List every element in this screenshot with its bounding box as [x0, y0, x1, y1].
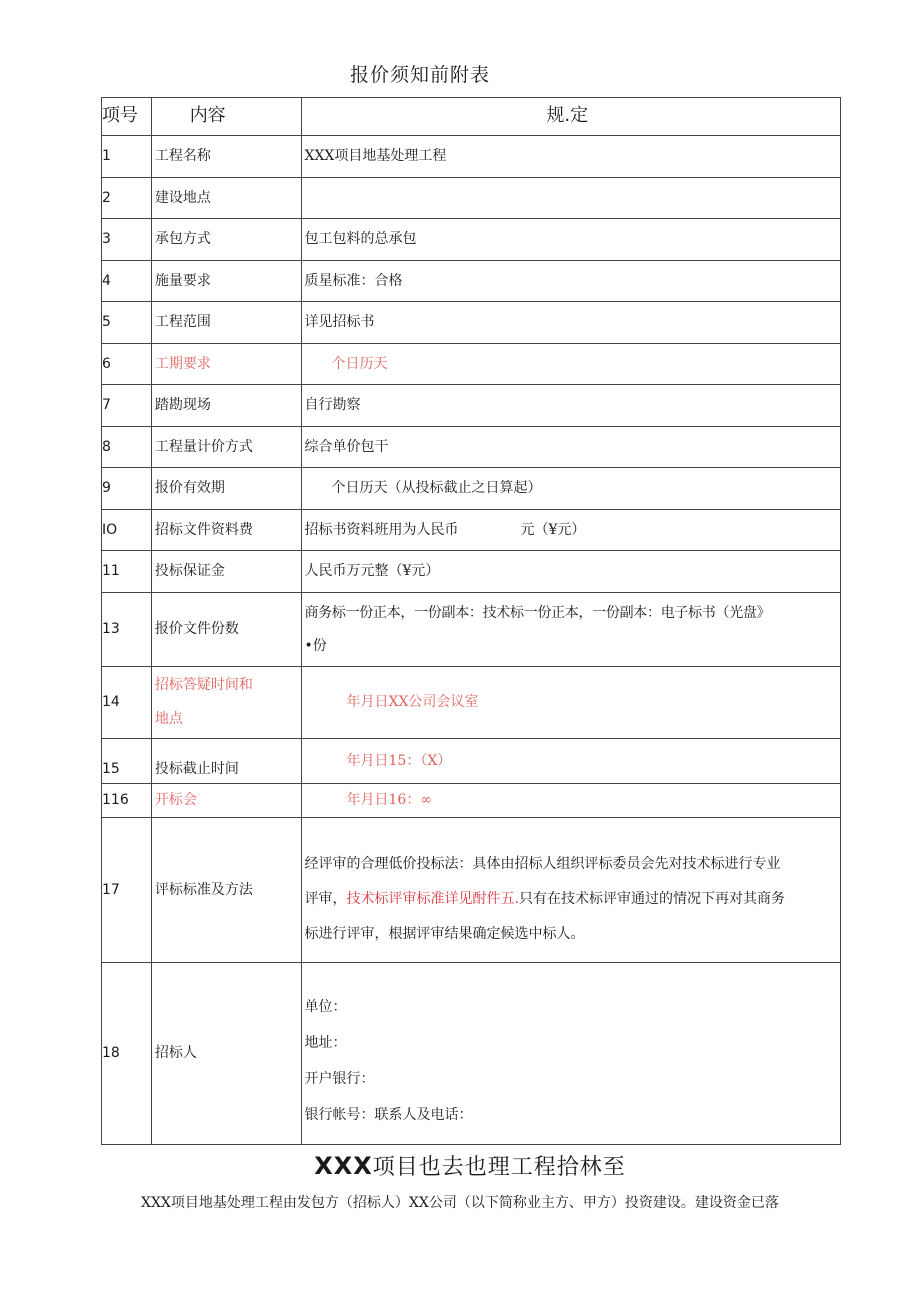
rule-line: 商务标一份正本，一份副本：技术标一份正本，一份副本：电子标书（光盘》	[304, 605, 771, 622]
row-item: 投标截止时间	[151, 739, 301, 784]
row-item: 建设地点	[151, 178, 301, 219]
bank-label: 开户银行：	[304, 1070, 375, 1087]
row-rule	[301, 593, 841, 667]
row-item: 踏勘现场	[151, 385, 301, 427]
row-number: 8	[102, 427, 152, 468]
row-rule: 详见招标书	[301, 302, 841, 344]
row-rule: 年月日16：∞	[301, 784, 841, 818]
row-rule: 综合单价包干	[301, 427, 841, 468]
row-rule	[301, 178, 841, 219]
section-heading	[0, 1150, 920, 1181]
document-title: 报价须知前附表	[349, 64, 490, 86]
row-number: IO	[102, 510, 152, 551]
row-item: 工程量计价方式	[151, 427, 301, 468]
row-number: 116	[102, 784, 152, 818]
row-rule: 包工包料的总承包	[301, 219, 841, 261]
row-item: 招标文件资料费	[151, 510, 301, 551]
rule-line: 只有在技术标评审通过的情况下再对其商务	[518, 890, 785, 907]
row-item	[151, 667, 301, 739]
row-item: 报价文件份数	[151, 593, 301, 667]
header-rule: 规.定	[301, 98, 841, 136]
header-content: 内容	[151, 98, 301, 136]
row-rule: 自行勘察	[301, 385, 841, 427]
row-number: 9	[102, 468, 152, 510]
unit-label: 单位：	[304, 998, 347, 1015]
row-number: 3	[102, 219, 152, 261]
table-header-row	[102, 98, 841, 136]
row-number: 15	[102, 739, 152, 784]
item-line: 招标答疑时间和	[154, 676, 253, 693]
rule-line: 评审，	[304, 890, 347, 907]
address-label: 地址：	[304, 1034, 347, 1051]
row-number: 7	[102, 385, 152, 427]
table-row	[102, 963, 841, 1145]
rule-line: 标进行评审，根据评审结果确定候选中标人。	[304, 925, 585, 942]
table-row	[102, 178, 841, 219]
row-rule	[301, 510, 841, 551]
body-paragraph: XXX项目地基处理工程由发包方（招标人）XX公司（以下简称业主方、甲方）投资建设。建设资金已落	[141, 1195, 779, 1211]
row-rule	[301, 818, 841, 963]
table-row	[102, 739, 841, 784]
account-label: 银行帐号：联系人及电话：	[304, 1106, 473, 1123]
row-item: 投标保证金	[151, 551, 301, 593]
row-item: 评标标准及方法	[151, 818, 301, 963]
rule-line: •份	[304, 637, 327, 654]
row-number: 17	[102, 818, 152, 963]
table-row	[102, 344, 841, 385]
bid-notice-table	[101, 97, 841, 1145]
row-item: 开标会	[151, 784, 301, 818]
row-rule: 个日历天	[301, 344, 841, 385]
row-number: 5	[102, 302, 152, 344]
rule-line: 经评审的合理低价投标法：具体由招标人组织评标委员会先对技术标进行专业	[304, 855, 781, 872]
row-rule: 个日历天（从投标截止之日算起）	[301, 468, 841, 510]
table-row	[102, 261, 841, 302]
table-row	[102, 818, 841, 963]
table-row	[102, 551, 841, 593]
row-rule: 年月日XX公司会议室	[301, 667, 841, 739]
row-rule	[301, 963, 841, 1145]
table-row	[102, 510, 841, 551]
table-row	[102, 667, 841, 739]
row-number: 2	[102, 178, 152, 219]
row-item: 报价有效期	[151, 468, 301, 510]
table-row	[102, 784, 841, 818]
table-row	[102, 302, 841, 344]
table-row	[102, 427, 841, 468]
row-number: 18	[102, 963, 152, 1145]
row-number: 6	[102, 344, 152, 385]
row-item: 招标人	[151, 963, 301, 1145]
row-rule: 质星标准：合格	[301, 261, 841, 302]
heading-prefix: XXX	[314, 1152, 373, 1180]
row-number: 11	[102, 551, 152, 593]
table-row	[102, 593, 841, 667]
row-number: 14	[102, 667, 152, 739]
heading-rest: 项目也去也理工程拾林至	[372, 1155, 626, 1180]
row-item: 工期要求	[151, 344, 301, 385]
row-number: 4	[102, 261, 152, 302]
rule-text: 招标书资料班用为人民币	[304, 521, 459, 538]
row-item: 工程范围	[151, 302, 301, 344]
table-row	[102, 468, 841, 510]
table-row	[102, 385, 841, 427]
row-item: 工程名称	[151, 136, 301, 178]
row-number: 13	[102, 593, 152, 667]
row-item: 施量要求	[151, 261, 301, 302]
table-row	[102, 219, 841, 261]
row-item: 承包方式	[151, 219, 301, 261]
row-rule: 年月日15：（X）	[301, 739, 841, 784]
table-row	[102, 136, 841, 178]
row-rule: 人民币万元整（¥元）	[301, 551, 841, 593]
rule-tail: 元（¥元）	[520, 521, 586, 538]
header-item-number: 项号	[102, 98, 152, 136]
rule-highlight: 技术标评审标准详见酎件五.	[346, 890, 519, 907]
row-number: 1	[102, 136, 152, 178]
item-line: 地点	[154, 710, 183, 727]
row-rule: XXX项目地基处理工程	[301, 136, 841, 178]
